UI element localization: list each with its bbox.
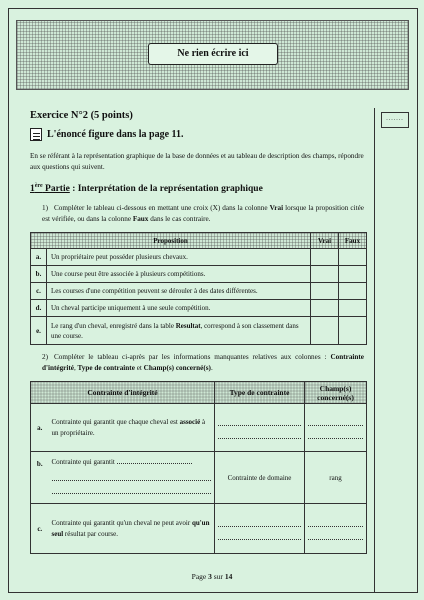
q1-num: 1)	[42, 204, 48, 212]
type-answer-cell[interactable]	[215, 504, 305, 554]
header-contrainte: Contrainte d'intégrité	[31, 382, 215, 404]
faux-cell[interactable]	[339, 249, 367, 266]
q1-faux: Faux	[132, 215, 149, 223]
q2-text-a: Compléter le tableau ci-après par les informations manquantes relatives aux colonnes :	[54, 353, 331, 361]
header-proposition: Proposition	[31, 233, 311, 249]
row-text: Un propriétaire peut posséder plusieurs chevaux.	[47, 249, 311, 266]
row-text: Contrainte qui garantit que chaque cheval est associé à un propriétaire.	[49, 404, 215, 452]
q1-vrai: Vrai	[269, 204, 284, 212]
row-letter: c.	[31, 504, 49, 554]
row-letter: b.	[31, 266, 47, 283]
vrai-cell[interactable]	[311, 317, 339, 345]
document-icon	[30, 128, 42, 141]
table-row	[31, 249, 367, 266]
q1-text-b: lorsque la proposition citée est vérifiée, ou dans la colonne	[42, 204, 364, 223]
row-letter: b.	[31, 452, 49, 504]
row-letter: d.	[31, 300, 47, 317]
type-answer-cell[interactable]	[215, 404, 305, 452]
faux-cell[interactable]	[339, 266, 367, 283]
no-write-label: Ne rien écrire ici	[148, 43, 278, 65]
page-total: 14	[224, 572, 233, 581]
true-false-table	[30, 232, 367, 345]
row-text[interactable]: Contrainte qui garantit	[49, 452, 215, 504]
vrai-cell[interactable]	[311, 283, 339, 300]
table-row	[31, 452, 367, 504]
q2-num: 2)	[42, 353, 48, 361]
row-text: Les courses d'une compétition peuvent se dérouler à des dates différentes.	[47, 283, 311, 300]
q2-c2: Type de contrainte	[77, 364, 135, 372]
exercise-intro: En se référant à la représentation graphique de la base de données et au tableau de description des champs, répondre aux questions qui suivent.	[30, 152, 364, 171]
q2-c1: Contrainte d'intégrité	[42, 353, 364, 372]
part1-heading	[30, 183, 263, 194]
part1-rest: : Interprétation de la représentation graphique	[69, 184, 263, 195]
score-box: .......	[381, 112, 409, 128]
table-row	[31, 283, 367, 300]
header-champ: Champ(s) concerné(s)	[305, 382, 367, 404]
faux-cell[interactable]	[339, 283, 367, 300]
vrai-cell[interactable]	[311, 249, 339, 266]
vrai-cell[interactable]	[311, 300, 339, 317]
exercise-title: Exercice N°2 (5 points)	[30, 110, 133, 121]
vrai-cell[interactable]	[311, 266, 339, 283]
table-row	[31, 317, 367, 345]
champ-answer-cell[interactable]	[305, 404, 367, 452]
champ-answer-cell[interactable]	[305, 504, 367, 554]
enonce-text: L'énoncé figure dans la page 11.	[47, 129, 184, 140]
constraints-table	[30, 381, 367, 554]
faux-cell[interactable]	[339, 300, 367, 317]
enonce-line	[30, 128, 184, 141]
row-letter: a.	[31, 249, 47, 266]
q1-text-a: Compléter le tableau ci-dessous en mettant une croix (X) dans la colonne	[54, 204, 270, 212]
q2-c3: Champ(s) concerné(s)	[143, 364, 211, 372]
page-footer: Page 3 sur 14	[191, 572, 233, 581]
row-letter: c.	[31, 283, 47, 300]
faux-cell[interactable]	[339, 317, 367, 345]
part1-word: Partie	[42, 184, 70, 195]
part1-num: 1	[30, 184, 35, 195]
row-text: Un cheval participe uniquement à une seule compétition.	[47, 300, 311, 317]
table-row	[31, 504, 367, 554]
row-text: Une course peut être associée à plusieurs compétitions.	[47, 266, 311, 283]
champ-cell: rang	[305, 452, 367, 504]
row-letter: e.	[31, 317, 47, 345]
header-type: Type de contrainte	[215, 382, 305, 404]
part1-sup: ère	[34, 183, 43, 189]
question-1	[42, 203, 364, 225]
q1-text-c: dans le cas contraire.	[148, 215, 211, 223]
header-vrai: Vrai	[311, 233, 339, 249]
row-text: Contrainte qui garantit qu'un cheval ne peut avoir qu'un seul résultat par course.	[49, 504, 215, 554]
row-letter: a.	[31, 404, 49, 452]
table-row	[31, 404, 367, 452]
table-row	[31, 300, 367, 317]
margin-divider	[374, 108, 375, 593]
header-faux: Faux	[339, 233, 367, 249]
page-number: 3	[208, 572, 212, 581]
table-row	[31, 266, 367, 283]
question-2: 2) Compléter le tableau ci-après par les informations manquantes relatives aux colonnes : Contrainte d'intégrité, Type de contrainte et Champ(s) concerné(s).	[42, 353, 364, 372]
row-text: Le rang d'un cheval, enregistré dans la table Resultat, correspond à son classement dans une course.	[47, 317, 311, 345]
type-cell: Contrainte de domaine	[215, 452, 305, 504]
